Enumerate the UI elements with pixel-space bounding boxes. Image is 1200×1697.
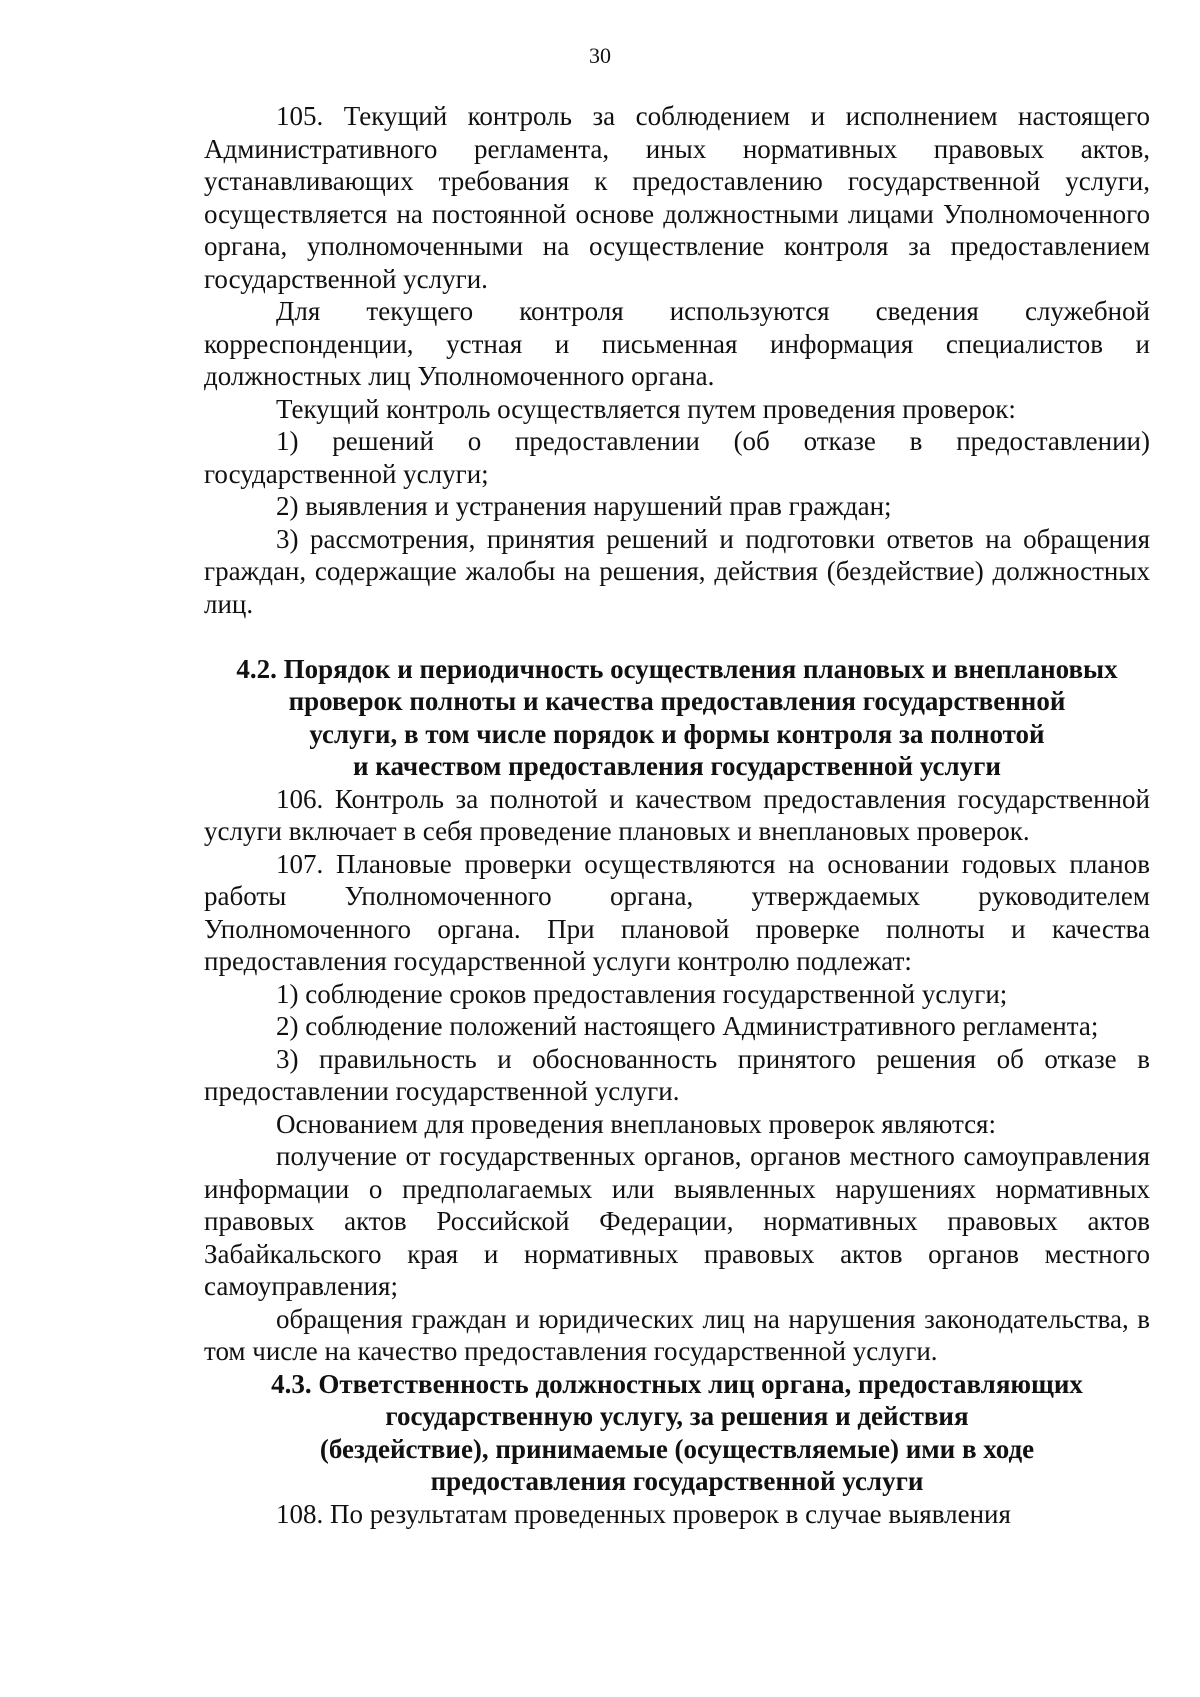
paragraph: 2) выявления и устранения нарушений прав граждан; bbox=[276, 491, 892, 521]
page-number: 30 bbox=[589, 43, 611, 68]
paragraph: 3) рассмотрения, принятия решений и подготовки ответов на обращения граждан, содержащие жалобы на решения, действия (бездействие) должностных лиц. bbox=[204, 523, 1150, 619]
paragraph: Для текущего контроля используются сведения служебной корреспонденции, устная и письменная информация специалистов и должностных лиц Уполномоченного органа. bbox=[204, 296, 1150, 391]
paragraph: 108. По результатам проведенных проверок в случае выявления bbox=[276, 1498, 1011, 1529]
section-heading bbox=[204, 1368, 1150, 1498]
paragraph: Текущий контроль осуществляется путем проведения проверок: bbox=[276, 393, 1016, 424]
paragraph: получение от государственных органов, органов местного самоуправления информации о предполагаемых или выявленных нарушениях нормативных правовых актов Российской Федерации, нормативных правовых актов Забайкальского края и нормативных правовых актов органов местного самоуправления; bbox=[204, 1141, 1150, 1301]
paragraph: 1) соблюдение сроков предоставления государственной услуги; bbox=[276, 978, 1008, 1009]
section-heading-line: государственную услугу, за решения и действия bbox=[385, 1401, 969, 1431]
section-heading-line: и качеством предоставления государственной услуги bbox=[353, 751, 1001, 781]
section-heading-line: 4.3. Ответственность должностных лиц органа, предоставляющих bbox=[271, 1368, 1083, 1399]
section-heading-line: (бездействие), принимаемые (осуществляемые) ими в ходе bbox=[319, 1433, 1035, 1464]
paragraph: 107. Плановые проверки осуществляются на основании годовых планов работы Уполномоченного органа, утверждаемых руководителем Уполномоченного органа. При плановой проверке полноты и качества предоставления государственной услуги контролю подлежат: bbox=[204, 848, 1150, 976]
section-heading-line: проверок полноты и качества предоставления государственной bbox=[288, 686, 1066, 716]
section-heading-line: 4.2. Порядок и периодичность осуществления плановых и внеплановых bbox=[236, 653, 1118, 684]
paragraph: 3) правильность и обоснованность принятого решения об отказе в предоставлении государственной услуги. bbox=[204, 1043, 1150, 1106]
paragraph: 106. Контроль за полнотой и качеством предоставления государственной услуги включает в себя проведение плановых и внеплановых проверок. bbox=[204, 783, 1150, 846]
paragraph: 1) решений о предоставлении (об отказе в предоставлении) государственной услуги; bbox=[204, 426, 1150, 489]
paragraph: обращения граждан и юридических лиц на нарушения законодательства, в том числе на качество предоставления государственной услуги. bbox=[204, 1303, 1150, 1366]
section-heading-line: предоставления государственной услуги bbox=[430, 1466, 924, 1496]
paragraph: 2) соблюдение положений настоящего Административного регламента; bbox=[276, 1011, 1099, 1041]
section-heading bbox=[204, 653, 1150, 783]
paragraph: Основанием для проведения внеплановых проверок являются: bbox=[276, 1108, 996, 1139]
section-heading-line: услуги, в том числе порядок и формы контроля за полнотой bbox=[309, 718, 1045, 749]
document-body bbox=[204, 100, 1150, 1530]
paragraph: 105. Текущий контроль за соблюдением и исполнением настоящего Административного регламента, иных нормативных правовых актов, устанавливающих требования к предоставлению государственной услуги, осуществляется на постоянной основе должностными лицами Уполномоченного органа, уполномоченными на осуществление контроля за предоставлением государственной услуги. bbox=[204, 101, 1150, 294]
spacer bbox=[204, 620, 1150, 653]
